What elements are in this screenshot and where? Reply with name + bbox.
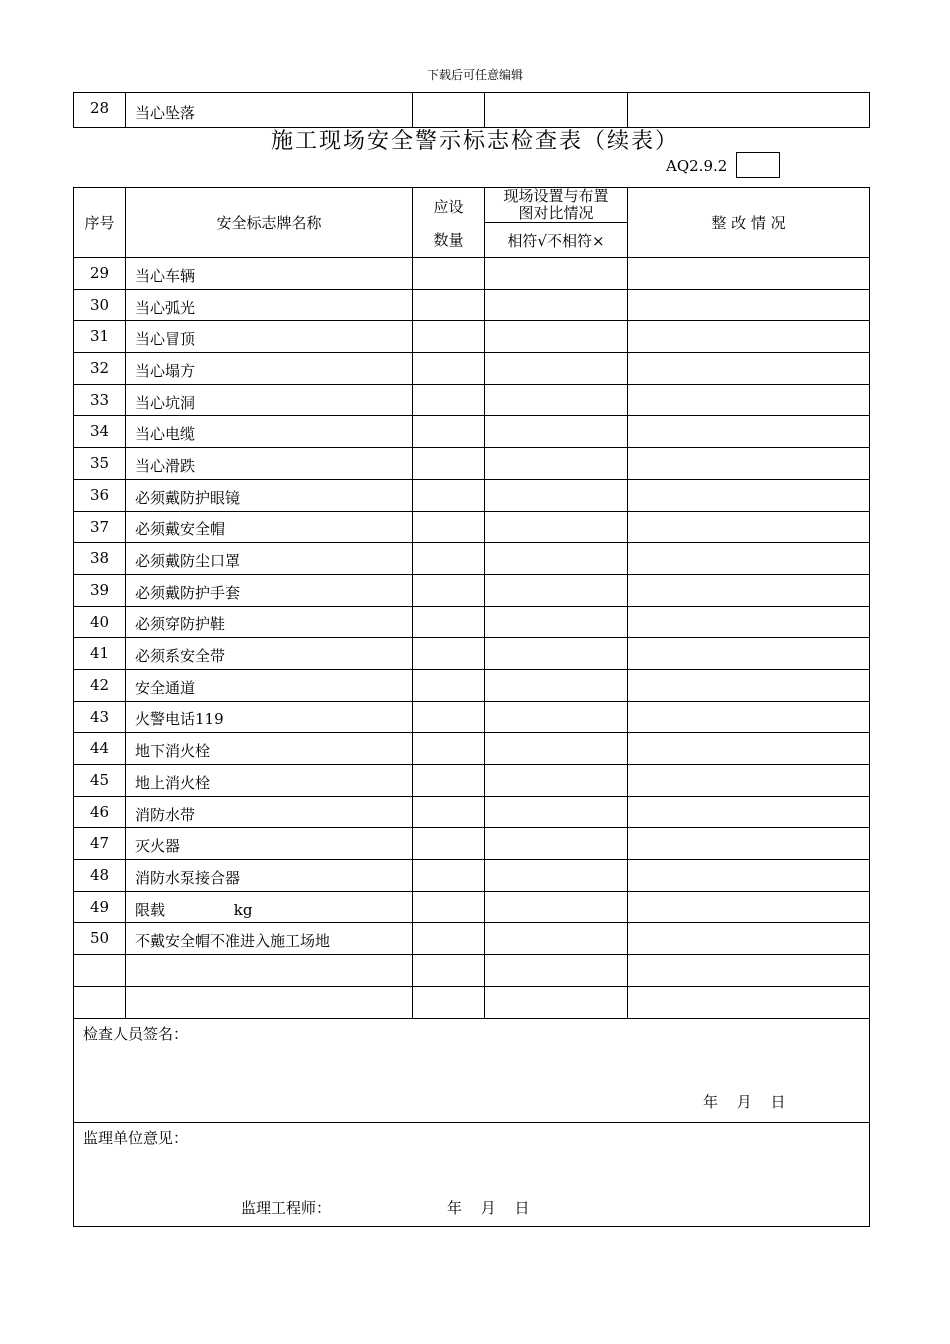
rectify-cell bbox=[628, 511, 870, 543]
sign-name: 必须系安全带 bbox=[126, 638, 413, 670]
table-row bbox=[74, 543, 870, 575]
sign-name: 必须戴防尘口罩 bbox=[126, 543, 413, 575]
table-row bbox=[74, 574, 870, 606]
row-number: 33 bbox=[74, 384, 126, 416]
sign-name: 灭火器 bbox=[126, 828, 413, 860]
table-row bbox=[74, 353, 870, 385]
compare-cell bbox=[485, 986, 628, 1018]
row-number: 29 bbox=[74, 258, 126, 290]
compare-cell bbox=[485, 955, 628, 987]
qty-cell bbox=[413, 923, 485, 955]
row-number: 46 bbox=[74, 796, 126, 828]
compare-cell bbox=[485, 923, 628, 955]
rectify-cell bbox=[628, 796, 870, 828]
table-row bbox=[74, 416, 870, 448]
sign-name: 消防水带 bbox=[126, 796, 413, 828]
top-table bbox=[73, 92, 870, 128]
rectify-cell bbox=[628, 479, 870, 511]
compare-cell bbox=[485, 511, 628, 543]
rectify-cell bbox=[628, 289, 870, 321]
col-compare-line1: 现场设置与布置 bbox=[503, 187, 609, 205]
qty-cell bbox=[413, 986, 485, 1018]
rectify-cell bbox=[628, 669, 870, 701]
rectify-cell bbox=[628, 955, 870, 987]
row-number: 30 bbox=[74, 289, 126, 321]
compare-cell bbox=[485, 321, 628, 353]
page-title: 施工现场安全警示标志检查表（续表） bbox=[270, 129, 679, 154]
rectify-cell bbox=[628, 543, 870, 575]
row-number: 41 bbox=[74, 638, 126, 670]
supervisor-label: 监理单位意见： bbox=[83, 1128, 189, 1147]
qty-cell bbox=[413, 353, 485, 385]
table-row bbox=[74, 258, 870, 290]
qty-cell bbox=[413, 891, 485, 923]
qty-cell bbox=[413, 543, 485, 575]
qty-cell bbox=[413, 321, 485, 353]
compare-cell bbox=[485, 638, 628, 670]
row-number: 48 bbox=[74, 860, 126, 892]
rectify-cell bbox=[628, 923, 870, 955]
sign-name: 当心滑跌 bbox=[126, 448, 413, 480]
table-row bbox=[74, 891, 870, 923]
table-row bbox=[74, 860, 870, 892]
row-number: 28 bbox=[74, 93, 126, 128]
sign-name: 安全通道 bbox=[126, 669, 413, 701]
header-note: 下载后可任意编辑 bbox=[426, 68, 523, 82]
table-row bbox=[74, 321, 870, 353]
sign-name: 地上消火栓 bbox=[126, 765, 413, 797]
sign-name: 必须穿防护鞋 bbox=[126, 606, 413, 638]
row-number: 36 bbox=[74, 479, 126, 511]
sign-name bbox=[126, 986, 413, 1018]
table-row bbox=[74, 923, 870, 955]
sign-name: 当心车辆 bbox=[126, 258, 413, 290]
compare-cell bbox=[485, 353, 628, 385]
supervisor-engineer: 监理工程师： bbox=[241, 1198, 332, 1217]
compare-cell bbox=[485, 860, 628, 892]
sign-name: 必须戴安全帽 bbox=[126, 511, 413, 543]
row-number: 34 bbox=[74, 416, 126, 448]
qty-cell bbox=[413, 638, 485, 670]
table-row bbox=[74, 93, 870, 128]
code-box bbox=[736, 152, 780, 178]
row-number: 49 bbox=[74, 891, 126, 923]
col-seq: 序号 bbox=[74, 188, 126, 258]
sign-name: 限载 kg bbox=[126, 891, 413, 923]
compare-cell bbox=[485, 384, 628, 416]
sign-name bbox=[126, 955, 413, 987]
col-compare-line2: 图对比情况 bbox=[518, 204, 594, 222]
rectify-cell bbox=[628, 416, 870, 448]
sign-name: 当心坠落 bbox=[126, 93, 413, 128]
inspector-cell bbox=[74, 1018, 870, 1122]
row-number bbox=[74, 955, 126, 987]
compare-cell bbox=[485, 701, 628, 733]
sign-name: 火警电话119 bbox=[126, 701, 413, 733]
table-row bbox=[74, 638, 870, 670]
col-compare bbox=[485, 188, 628, 223]
rectify-cell bbox=[628, 828, 870, 860]
qty-cell bbox=[413, 765, 485, 797]
row-number: 32 bbox=[74, 353, 126, 385]
qty-cell bbox=[413, 448, 485, 480]
rectify-cell bbox=[628, 258, 870, 290]
header-row bbox=[74, 188, 870, 223]
sign-name: 当心塌方 bbox=[126, 353, 413, 385]
sign-name: 当心冒顶 bbox=[126, 321, 413, 353]
rectify-cell bbox=[628, 321, 870, 353]
rectify-cell bbox=[628, 891, 870, 923]
row-number: 38 bbox=[74, 543, 126, 575]
qty-cell bbox=[413, 606, 485, 638]
qty-cell bbox=[413, 416, 485, 448]
col-compare-sub: 相符√不相符× bbox=[485, 223, 628, 258]
table-row bbox=[74, 733, 870, 765]
row-number bbox=[74, 986, 126, 1018]
qty-cell bbox=[413, 733, 485, 765]
inspector-row bbox=[74, 1018, 870, 1122]
sign-name: 当心电缆 bbox=[126, 416, 413, 448]
inspection-table bbox=[73, 187, 870, 1227]
col-qty-line1: 应设 bbox=[433, 197, 464, 216]
qty-cell bbox=[413, 669, 485, 701]
sign-name: 当心坑洞 bbox=[126, 384, 413, 416]
qty-cell bbox=[413, 384, 485, 416]
col-rectify: 整 改 情 况 bbox=[628, 188, 870, 258]
supervisor-cell bbox=[74, 1122, 870, 1226]
sign-name: 必须戴防护眼镜 bbox=[126, 479, 413, 511]
qty-cell bbox=[413, 955, 485, 987]
col-qty bbox=[413, 188, 485, 258]
compare-cell bbox=[485, 93, 628, 128]
compare-cell bbox=[485, 828, 628, 860]
row-number: 40 bbox=[74, 606, 126, 638]
rectify-cell bbox=[628, 93, 870, 128]
compare-cell bbox=[485, 574, 628, 606]
sign-name: 不戴安全帽不准进入施工场地 bbox=[126, 923, 413, 955]
table-row bbox=[74, 289, 870, 321]
table-row bbox=[74, 448, 870, 480]
table-row bbox=[74, 986, 870, 1018]
table-row bbox=[74, 479, 870, 511]
row-number: 42 bbox=[74, 669, 126, 701]
table-body bbox=[74, 258, 870, 1019]
row-number: 45 bbox=[74, 765, 126, 797]
row-number: 37 bbox=[74, 511, 126, 543]
qty-cell bbox=[413, 479, 485, 511]
rectify-cell bbox=[628, 353, 870, 385]
row-number: 47 bbox=[74, 828, 126, 860]
compare-cell bbox=[485, 416, 628, 448]
table-row bbox=[74, 669, 870, 701]
compare-cell bbox=[485, 606, 628, 638]
compare-cell bbox=[485, 543, 628, 575]
rectify-cell bbox=[628, 733, 870, 765]
inspector-label: 检查人员签名： bbox=[83, 1024, 189, 1043]
row-number: 43 bbox=[74, 701, 126, 733]
rectify-cell bbox=[628, 606, 870, 638]
row-number: 50 bbox=[74, 923, 126, 955]
row-number: 35 bbox=[74, 448, 126, 480]
table-row bbox=[74, 511, 870, 543]
compare-cell bbox=[485, 796, 628, 828]
col-qty-line2: 数量 bbox=[433, 230, 464, 249]
sign-name: 必须戴防护手套 bbox=[126, 574, 413, 606]
qty-cell bbox=[413, 574, 485, 606]
inspector-date: 年 月 日 bbox=[703, 1092, 786, 1111]
compare-cell bbox=[485, 289, 628, 321]
qty-cell bbox=[413, 860, 485, 892]
compare-cell bbox=[485, 891, 628, 923]
compare-cell bbox=[485, 669, 628, 701]
compare-cell bbox=[485, 765, 628, 797]
qty-cell bbox=[413, 511, 485, 543]
form-code: AQ2.9.2 bbox=[666, 157, 728, 175]
row-number: 39 bbox=[74, 574, 126, 606]
table-row bbox=[74, 828, 870, 860]
qty-cell bbox=[413, 93, 485, 128]
row-number: 44 bbox=[74, 733, 126, 765]
qty-cell bbox=[413, 828, 485, 860]
sign-name: 当心弧光 bbox=[126, 289, 413, 321]
table-row bbox=[74, 765, 870, 797]
table-row bbox=[74, 606, 870, 638]
rectify-cell bbox=[628, 860, 870, 892]
rectify-cell bbox=[628, 638, 870, 670]
compare-cell bbox=[485, 479, 628, 511]
sign-name: 消防水泵接合器 bbox=[126, 860, 413, 892]
rectify-cell bbox=[628, 384, 870, 416]
col-name: 安全标志牌名称 bbox=[126, 188, 413, 258]
supervisor-date: 年 月 日 bbox=[447, 1198, 530, 1217]
qty-cell bbox=[413, 258, 485, 290]
table-row bbox=[74, 384, 870, 416]
qty-cell bbox=[413, 701, 485, 733]
qty-cell bbox=[413, 289, 485, 321]
compare-cell bbox=[485, 733, 628, 765]
compare-cell bbox=[485, 258, 628, 290]
table-row bbox=[74, 955, 870, 987]
table-row bbox=[74, 701, 870, 733]
rectify-cell bbox=[628, 574, 870, 606]
table-row bbox=[74, 796, 870, 828]
sign-name: 地下消火栓 bbox=[126, 733, 413, 765]
rectify-cell bbox=[628, 701, 870, 733]
rectify-cell bbox=[628, 448, 870, 480]
rectify-cell bbox=[628, 986, 870, 1018]
qty-cell bbox=[413, 796, 485, 828]
rectify-cell bbox=[628, 765, 870, 797]
compare-cell bbox=[485, 448, 628, 480]
row-number: 31 bbox=[74, 321, 126, 353]
supervisor-row bbox=[74, 1122, 870, 1226]
